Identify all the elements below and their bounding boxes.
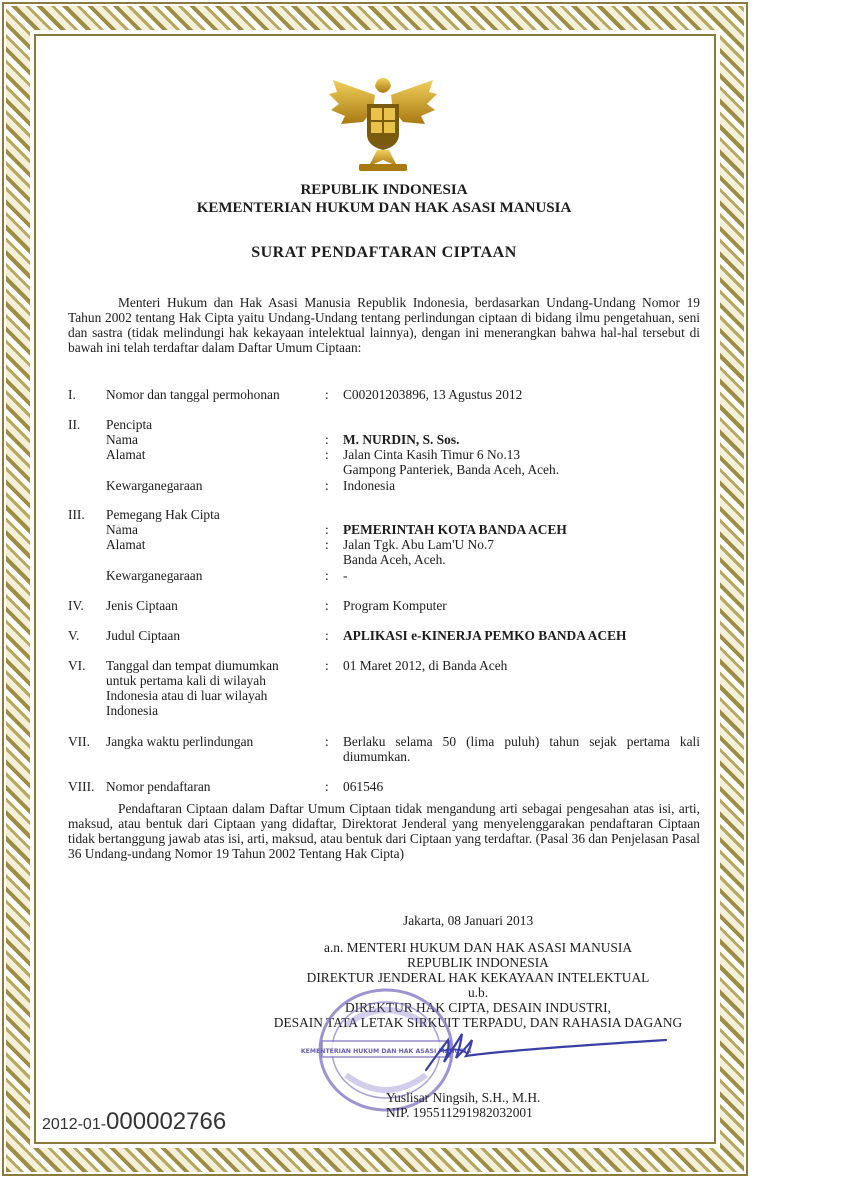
item-label: Jangka waktu perlindungan <box>106 734 254 749</box>
colon: : <box>325 779 329 794</box>
colon: : <box>325 447 329 462</box>
colon: : <box>325 478 329 493</box>
colon: : <box>325 658 329 673</box>
colon: : <box>325 568 329 583</box>
intro-paragraph: Menteri Hukum dan Hak Asasi Manusia Republik Indonesia, berdasarkan Undang-Undang Nomor 19 Tahun 2002 tentang Hak Cipta yaitu Undang-Undang tentang perlindungan ciptaan di bidang ilmu pengetahuan, seni dan sastra (tidak melindungi hak kekayaan intelektual lainnya), dengan ini menerangkan bahwa hal-hal tersebut di bawah ini telah terdaftar dalam Daftar Umum Ciptaan: <box>68 295 700 355</box>
creator-address-line1: Jalan Cinta Kasih Timur 6 No.13 <box>343 447 521 462</box>
sub-label: Alamat <box>106 447 146 462</box>
item-label: Indonesia <box>106 703 159 718</box>
creator-citizenship: Indonesia <box>343 478 396 493</box>
garuda-emblem-icon <box>323 70 443 175</box>
holder-address-line1: Jalan Tgk. Abu Lam'U No.7 <box>343 537 494 552</box>
item-number: VIII. <box>68 779 95 794</box>
colon: : <box>325 734 329 749</box>
item-label: Tanggal dan tempat diumumkan <box>106 658 279 673</box>
closing-paragraph: Pendaftaran Ciptaan dalam Daftar Umum Ciptaan tidak mengandung arti sebagai pengesahan atas isi, arti, maksud, atau bentuk dari Ciptaan yang didaftar, Direktorat Jenderal yang menyelenggarakan pendaftaran Ciptaan tidak bertanggung jawab atas isi, arti, maksud, atau bentuk dari Ciptaan yang terdaftar. (Pasal 36 dan Penjelasan Pasal 36 Undang-undang Nomor 19 Tahun 2002 Tentang Hak Cipta) <box>68 801 700 861</box>
colon: : <box>325 432 329 447</box>
registration-number: 061546 <box>343 779 384 794</box>
colon: : <box>325 628 329 643</box>
application-number-date: C00201203896, 13 Agustus 2012 <box>343 387 523 402</box>
item-number: VI. <box>68 658 86 673</box>
creator-name: M. NURDIN, S. Sos. <box>343 432 460 447</box>
protection-period: Berlaku selama 50 (lima puluh) tahun sejak pertama kali diumumkan. <box>343 734 700 764</box>
colon: : <box>325 522 329 537</box>
serial-number <box>42 1108 226 1136</box>
item-number: II. <box>68 417 81 432</box>
creator-address-line2: Gampong Panteriek, Banda Aceh, Aceh. <box>343 462 560 477</box>
item-number: VII. <box>68 734 90 749</box>
signature-line1: a.n. MENTERI HUKUM DAN HAK ASASI MANUSIA <box>324 940 632 955</box>
item-number: III. <box>68 507 85 522</box>
signatory-nip: NIP. 195511291982032001 <box>386 1105 533 1120</box>
item-number: I. <box>68 387 76 402</box>
signature-line2: REPUBLIK INDONESIA <box>407 955 549 970</box>
item-number: V. <box>68 628 80 643</box>
item-label: Pemegang Hak Cipta <box>106 507 220 522</box>
item-label: Nomor pendaftaran <box>106 779 211 794</box>
item-label: untuk pertama kali di wilayah <box>106 673 266 688</box>
work-type: Program Komputer <box>343 598 447 613</box>
place-date: Jakarta, 08 Januari 2013 <box>403 913 534 928</box>
document-title: SURAT PENDAFTARAN CIPTAAN <box>251 244 517 261</box>
item-label: Jenis Ciptaan <box>106 598 178 613</box>
item-label: Indonesia atau di luar wilayah <box>106 688 268 703</box>
item-label: Judul Ciptaan <box>106 628 181 643</box>
signature-line4: u.b. <box>467 985 489 1000</box>
svg-text:KEMENTERIAN HUKUM DAN HAK ASAS: KEMENTERIAN HUKUM DAN HAK ASASI MANUSIA <box>300 1048 472 1055</box>
sub-label: Nama <box>106 432 138 447</box>
colon: : <box>325 598 329 613</box>
sub-label: Nama <box>106 522 138 537</box>
signatory-name: Yuslisar Ningsih, S.H., M.H. <box>386 1090 541 1105</box>
signature-line5: DIREKTUR HAK CIPTA, DESAIN INDUSTRI, <box>345 1000 611 1015</box>
sub-label: Kewarganegaraan <box>106 568 203 583</box>
header-republic: REPUBLIK INDONESIA <box>300 182 468 198</box>
announcement-date-place: 01 Maret 2012, di Banda Aceh <box>343 658 508 673</box>
item-label: Pencipta <box>106 417 153 432</box>
holder-name: PEMERINTAH KOTA BANDA ACEH <box>343 522 567 537</box>
holder-citizenship: - <box>343 568 348 583</box>
work-title: APLIKASI e-KINERJA PEMKO BANDA ACEH <box>343 628 627 643</box>
item-number: IV. <box>68 598 84 613</box>
holder-address-line2: Banda Aceh, Aceh. <box>343 552 446 567</box>
serial-main: 000002766 <box>106 1108 227 1135</box>
sub-label: Kewarganegaraan <box>106 478 203 493</box>
signature-line3: DIREKTUR JENDERAL HAK KEKAYAAN INTELEKTUAL <box>306 970 650 985</box>
item-label: Nomor dan tanggal permohonan <box>106 387 280 402</box>
sub-label: Alamat <box>106 537 146 552</box>
document-content <box>68 0 700 1178</box>
header-ministry: KEMENTERIAN HUKUM DAN HAK ASASI MANUSIA <box>196 200 572 216</box>
colon: : <box>325 537 329 552</box>
serial-prefix: 2012-01- <box>42 1116 107 1133</box>
colon: : <box>325 387 329 402</box>
handwritten-signature-icon <box>418 1030 668 1075</box>
signature-line6: DESAIN TATA LETAK SIRKUIT TERPADU, DAN RAHASIA DAGANG <box>273 1015 683 1030</box>
